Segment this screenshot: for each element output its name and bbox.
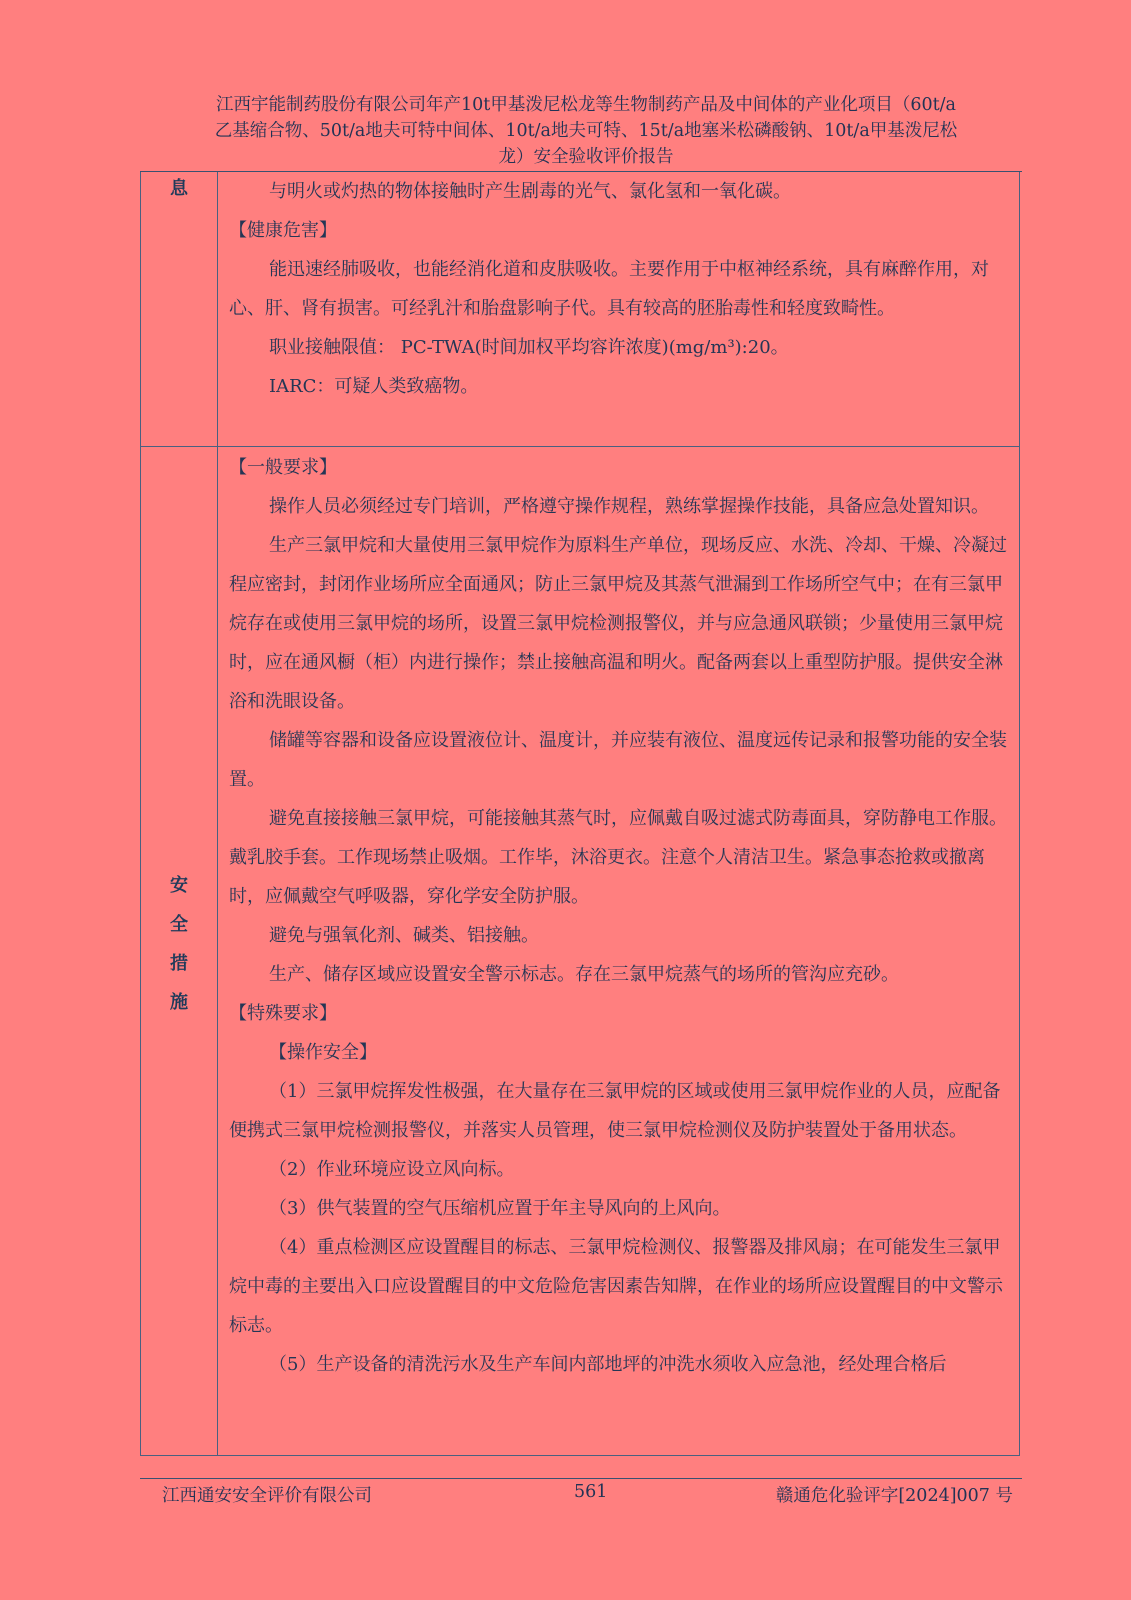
footer-doc-number: 赣通危化验评字[2024]007 号 [775, 1486, 1013, 1506]
label-char: 安 [170, 875, 188, 896]
info-content [229, 172, 1007, 406]
label-char: 施 [170, 992, 188, 1013]
section-heading-health: 【健康危害】 [229, 220, 337, 241]
column-divider [217, 172, 218, 1455]
safety-text: 生产、储存区域应设置安全警示标志。存在三氯甲烷蒸气的场所的管沟应充砂。 [269, 964, 899, 985]
safety-text: （1）三氯甲烷挥发性极强，在大量存在三氯甲烷的区域或使用三氯甲烷作业的人员，应配备便携式三氯甲烷检测报警仪，并落实人员管理，使三氯甲烷检测仪及防护装置处于备用状态。 [229, 1081, 1001, 1141]
page-number: 561 [574, 1482, 608, 1502]
section-heading-special: 【特殊要求】 [229, 1003, 337, 1024]
safety-text: （3）供气装置的空气压缩机应置于年主导风向的上风向。 [269, 1198, 731, 1219]
info-text: 与明火或灼热的物体接触时产生剧毒的光气、氯化氢和一氧化碳。 [269, 181, 791, 202]
document-header [150, 92, 1022, 170]
row-divider [141, 446, 1019, 447]
safety-text: （5）生产设备的清洗污水及生产车间内部地坪的冲洗水须收入应急池，经处理合格后 [269, 1354, 947, 1375]
safety-text: 避免与强氧化剂、碱类、铝接触。 [269, 925, 539, 946]
safety-text: 储罐等容器和设备应设置液位计、温度计，并应装有液位、温度远传记录和报警功能的安全装置。 [229, 730, 1007, 790]
info-text: 能迅速经肺吸收，也能经消化道和皮肤吸收。主要作用于中枢神经系统，具有麻醉作用，对心、肝、肾有损害。可经乳汁和胎盘影响子代。具有较高的胚胎毒性和轻度致畸性。 [229, 259, 989, 319]
section-subheading-operation: 【操作安全】 [269, 1042, 377, 1063]
footer-divider [140, 1478, 1022, 1479]
info-text: 职业接触限值： PC-TWA(时间加权平均容许浓度)(mg/m³):20。 [269, 337, 789, 358]
hazard-info-table [140, 172, 1020, 1456]
safety-content [229, 448, 1007, 1384]
info-text: IARC：可疑人类致癌物。 [269, 376, 479, 397]
label-char: 措 [170, 953, 188, 974]
row-label-safety [141, 866, 217, 1022]
section-heading-general: 【一般要求】 [229, 457, 337, 478]
label-char: 全 [170, 914, 188, 935]
safety-text: （4）重点检测区应设置醒目的标志、三氯甲烷检测仪、报警器及排风扇；在可能发生三氯甲烷中毒的主要出入口应设置醒目的中文危险危害因素告知牌，在作业的场所应设置醒目的中文警示标志。 [229, 1237, 1003, 1336]
safety-text: 避免直接接触三氯甲烷，可能接触其蒸气时，应佩戴自吸过滤式防毒面具，穿防静电工作服。戴乳胶手套。工作现场禁止吸烟。工作毕，沐浴更衣。注意个人清洁卫生。紧急事态抢救或撤离时，应佩戴空气呼吸器，穿化学安全防护服。 [229, 808, 1007, 907]
safety-text: 生产三氯甲烷和大量使用三氯甲烷作为原料生产单位，现场反应、水洗、冷却、干燥、冷凝过程应密封，封闭作业场所应全面通风；防止三氯甲烷及其蒸气泄漏到工作场所空气中；在有三氯甲烷存在或使用三氯甲烷的场所，设置三氯甲烷检测报警仪，并与应急通风联锁；少量使用三氯甲烷时，应在通风橱（柜）内进行操作；禁止接触高温和明火。配备两套以上重型防护服。提供安全淋浴和洗眼设备。 [229, 535, 1007, 712]
header-title-line-2: 乙基缩合物、50t/a地夫可特中间体、10t/a地夫可特、15t/a地塞米松磷酸钠、10t/a甲基泼尼松 [214, 121, 958, 141]
footer-company: 江西通安安全评价有限公司 [162, 1486, 372, 1506]
safety-text: （2）作业环境应设立风向标。 [269, 1159, 515, 1180]
row-label-info: 息 [170, 178, 188, 199]
header-title-line-1: 江西宇能制药股份有限公司年产10t甲基泼尼松龙等生物制药产品及中间体的产业化项目（60t/a [216, 95, 956, 115]
safety-text: 操作人员必须经过专门培训，严格遵守操作规程，熟练掌握操作技能，具备应急处置知识。 [269, 496, 989, 517]
header-title-line-3: 龙）安全验收评价报告 [498, 147, 674, 167]
